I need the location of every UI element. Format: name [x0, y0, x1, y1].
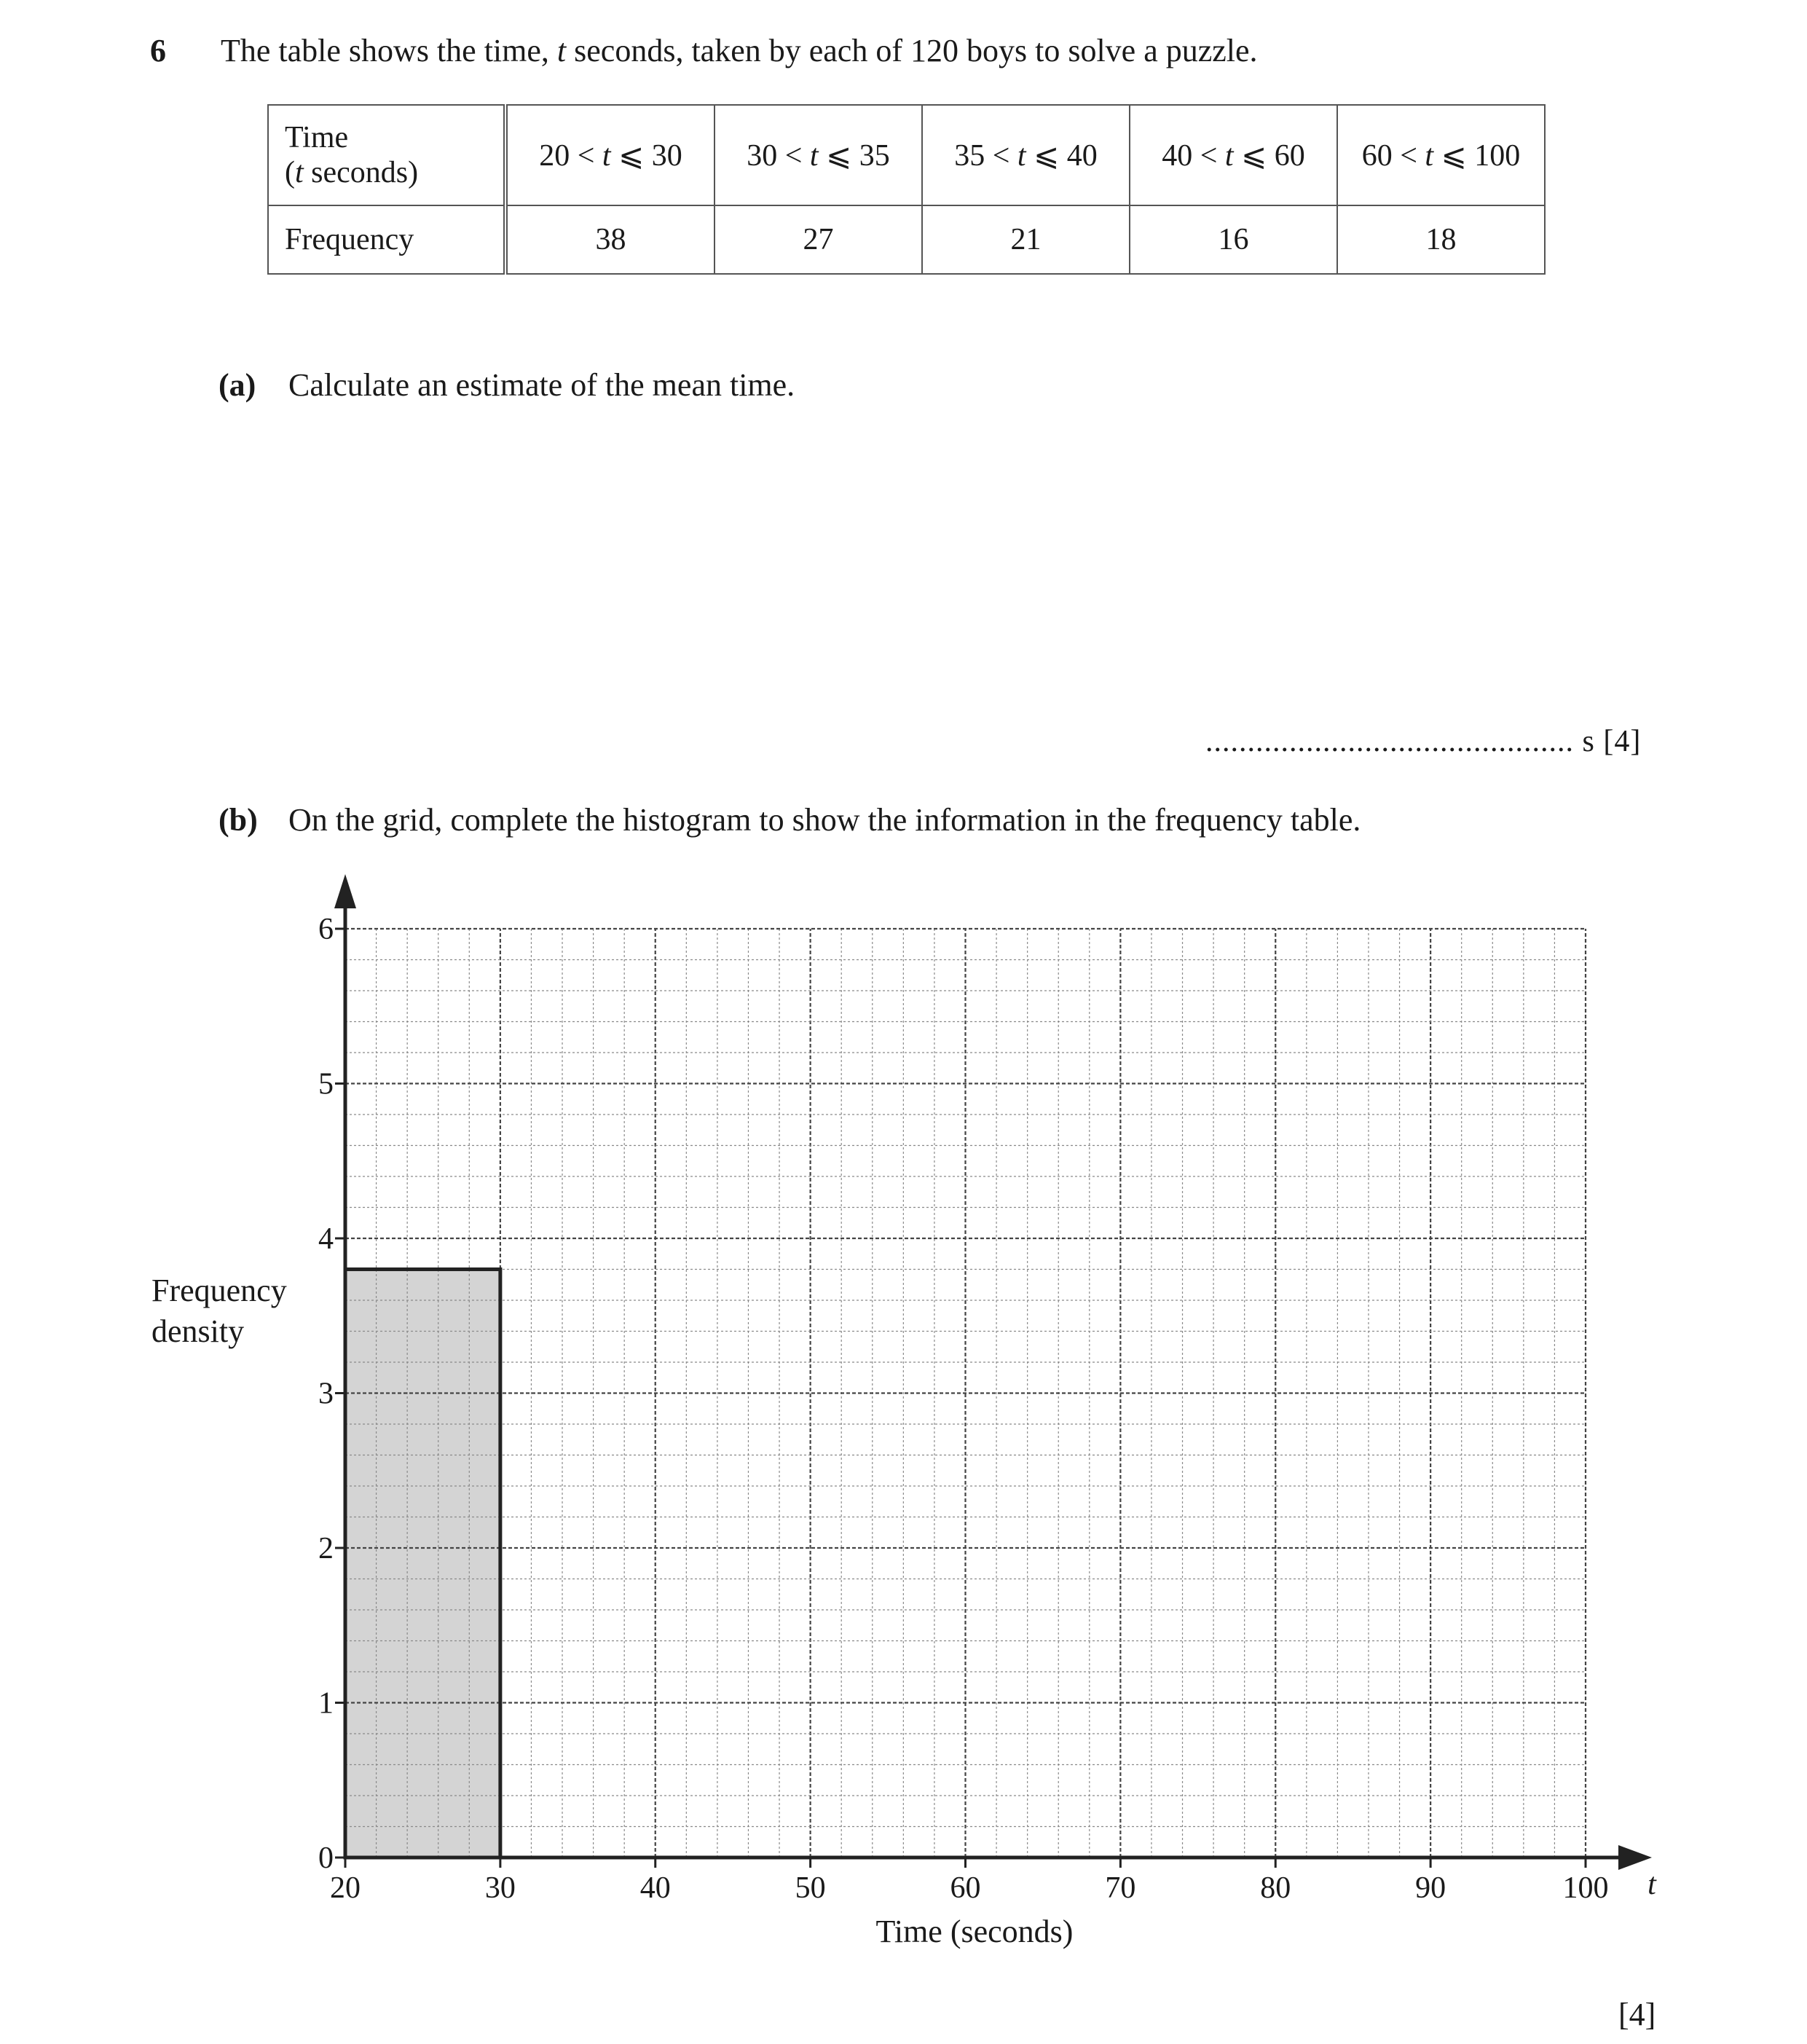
y-tick-label: 2	[318, 1532, 334, 1565]
row-header-time-line1: Time	[285, 121, 349, 154]
x-axis-symbol: t	[1647, 1868, 1656, 1901]
x-tick-label: 100	[1562, 1871, 1609, 1905]
x-tick-label: 80	[1260, 1871, 1291, 1905]
x-tick-label: 90	[1415, 1871, 1446, 1905]
row-header-frequency: Frequency	[268, 205, 505, 274]
y-tick-label: 1	[318, 1686, 334, 1721]
part-b-marks: [4]	[1618, 1997, 1656, 2032]
interval-cell: 20 < t ⩽ 30	[505, 105, 714, 205]
y-tick-label: 5	[318, 1067, 334, 1101]
x-tick-label: 30	[484, 1871, 516, 1905]
frequency-cell: 16	[1130, 205, 1337, 274]
part-a-text: Calculate an estimate of the mean time.	[288, 367, 795, 403]
y-tick-label: 4	[318, 1222, 334, 1256]
x-tick-label: 20	[330, 1871, 361, 1905]
part-a-label: (a)	[219, 367, 256, 403]
x-tick-label: 70	[1105, 1871, 1136, 1905]
y-tick-label: 3	[318, 1377, 334, 1411]
y-axis-label-line2: density	[151, 1313, 245, 1349]
y-tick-label: 6	[318, 913, 334, 946]
x-axis-label: Time (seconds)	[875, 1914, 1074, 1949]
y-tick-label: 0	[318, 1841, 334, 1875]
question-text: The table shows the time, t seconds, taken by each of 120 boys to solve a puzzle.	[221, 33, 1258, 68]
row-header-time-line2: (t seconds)	[285, 156, 419, 189]
part-b-label: (b)	[219, 802, 258, 838]
question-number: 6	[150, 33, 166, 68]
frequency-cell: 18	[1337, 205, 1545, 274]
interval-cell: 60 < t ⩽ 100	[1337, 105, 1545, 205]
interval-cell: 40 < t ⩽ 60	[1130, 105, 1337, 205]
x-tick-label: 60	[950, 1871, 981, 1905]
frequency-cell: 27	[714, 205, 922, 274]
x-tick-label: 50	[795, 1871, 826, 1905]
y-axis-arrow	[334, 874, 356, 908]
part-b-text: On the grid, complete the histogram to show the information in the frequency table.	[288, 802, 1361, 838]
y-axis-label-line1: Frequency	[151, 1273, 287, 1308]
interval-cell: 30 < t ⩽ 35	[714, 105, 922, 205]
frequency-cell: 21	[922, 205, 1130, 274]
interval-cell: 35 < t ⩽ 40	[922, 105, 1130, 205]
frequency-cell: 38	[505, 205, 714, 274]
histogram-bar	[345, 1270, 500, 1858]
x-tick-label: 40	[639, 1871, 671, 1905]
answer-line[interactable]: ............................................ s [4]	[1205, 725, 1642, 758]
x-axis-arrow	[1618, 1845, 1652, 1870]
